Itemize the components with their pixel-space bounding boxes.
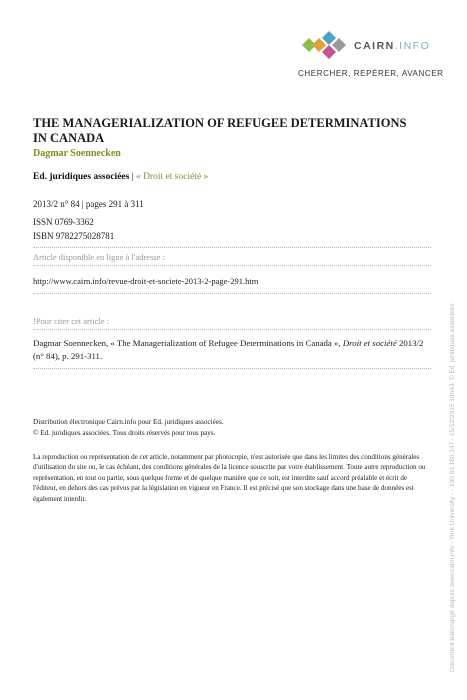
citation-text <box>33 337 433 362</box>
logo-tagline: CHERCHER, REPÉRER, AVANCER <box>298 69 444 78</box>
cairn-logo-mark-icon <box>298 28 350 62</box>
article-url-link[interactable]: http://www.cairn.info/revue-droit-et-societe-2013-2-page-291.htm <box>33 276 259 286</box>
logo-suffix: .INFO <box>394 40 431 52</box>
publisher-name: Ed. juridiques associées <box>33 172 130 182</box>
citation-before: Dagmar Soennecken, « The Managerialization of Refugee Determinations in Canada », <box>33 338 343 348</box>
divider <box>33 247 431 248</box>
cite-label: !Pour citer cet article : <box>33 316 109 326</box>
legal-notice: La reproduction ou représentation de cet article, notamment par photocopie, n'est autorisée que dans les limites des conditions générales d'utilisation du site ou, le cas échéant, des conditions générales de la licence souscrite par votre établissement. Toute autre reproduction ou représentation, en tout ou partie, sous quelque forme et de quelque manière que ce soit, est interdite sauf accord préalable et écrit de l'éditeur, en dehors des cas prévus par la législation en vigueur en France. Il est précisé que son stockage dans une base de données est également interdit. <box>33 453 426 503</box>
rights-text: © Ed. juridiques associées. Tous droits réservés pour tous pays. <box>33 428 216 437</box>
divider <box>33 293 431 294</box>
online-label: Article disponible en ligne à l'adresse : <box>33 252 165 262</box>
collection-link[interactable]: « Droit et société » <box>136 172 209 182</box>
divider <box>33 329 431 330</box>
logo-brand: CAIRN <box>354 40 395 52</box>
citation-after: 2013/2 (n° 84), p. 291-311. <box>33 338 424 361</box>
article-author: Dagmar Soennecken <box>33 148 121 159</box>
divider <box>33 265 431 266</box>
issue-info: 2013/2 n° 84 | pages 291 à 311 <box>33 199 144 209</box>
distribution-notice <box>33 417 433 438</box>
citation-journal: Droit et société <box>342 338 397 348</box>
divider <box>33 368 431 369</box>
cairn-logo-text <box>354 40 430 52</box>
publisher-separator: | <box>129 172 136 182</box>
cairn-logo[interactable] <box>296 28 456 84</box>
distribution-text: Distribution électronique Cairn.info pour Ed. juridiques associées. <box>33 418 224 426</box>
issn: ISSN 0769-3362 <box>33 217 94 227</box>
publisher-line <box>33 172 208 182</box>
download-watermark: Document téléchargé depuis www.cairn.info - York University - - 130.63.180.147 - 15/12/2015 19h43. © Ed. juridiques associées <box>449 303 456 672</box>
article-title: THE MANAGERIALIZATION OF REFUGEE DETERMINATIONS IN CANADA <box>33 116 407 145</box>
isbn: ISBN 9782275028781 <box>33 231 115 241</box>
